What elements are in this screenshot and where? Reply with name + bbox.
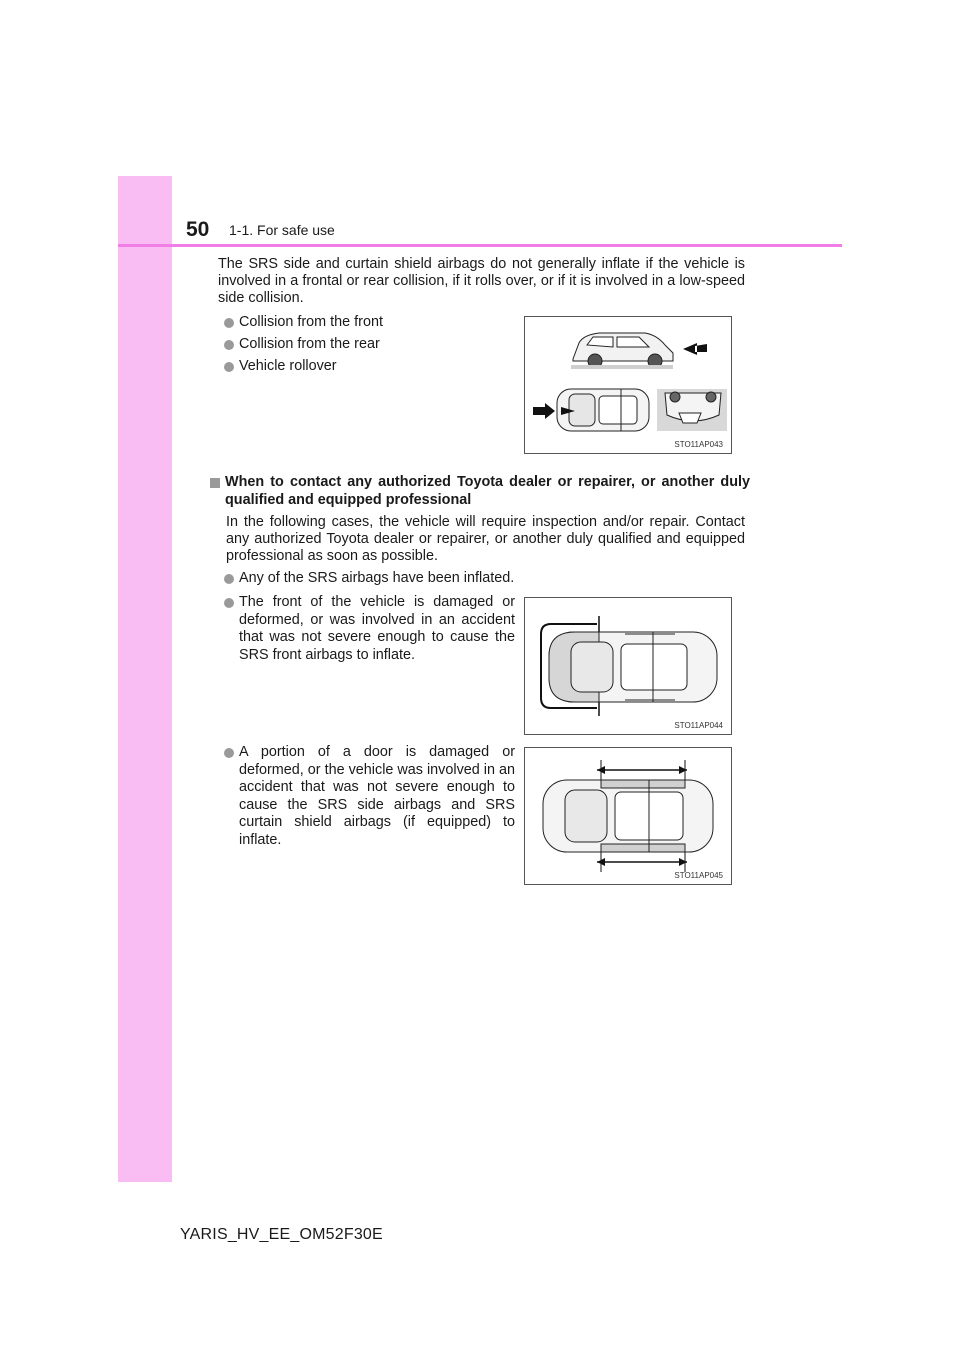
heading-square-icon [210,478,220,488]
list-item: Collision from the rear [224,336,504,354]
list-item: A portion of a door is damaged or deformed, or the vehicle was involved in an accident that was not severe enough to cause the SRS side airbags and SRS curtain shield airbags (if equipped) to inflate. [224,744,515,849]
list-item: Vehicle rollover [224,358,504,376]
page-number: 50 [186,218,210,241]
bullet-icon [224,362,234,372]
figure-code: STO11AP043 [674,440,723,449]
side-tab-bar [118,176,172,1182]
car-top-view-icon [543,780,713,852]
bullet-icon [224,748,234,758]
header-rule [118,244,842,247]
door-damage-figure [524,747,732,885]
bullet-icon [224,598,234,608]
bullet-icon [224,574,234,584]
car-top-view-icon [549,632,717,702]
bullet-icon [224,318,234,328]
list-item: Collision from the front [224,314,504,332]
front-damage-figure [524,597,732,735]
list-item: Any of the SRS airbags have been inflated. [224,570,744,588]
car-side-view-icon [573,333,673,368]
contact-paragraph: In the following cases, the vehicle will require inspection and/or repair. Contact any authorized Toyota dealer or repairer, or another duly qualified and equipped professional as soon as possible. [226,514,745,564]
collision-types-figure [524,316,732,454]
contact-heading: When to contact any authorized Toyota dealer or repairer, or another duly qualified and equipped professional [210,474,750,509]
intro-paragraph: The SRS side and curtain shield airbags do not generally inflate if the vehicle is involved in a frontal or rear collision, if it rolls over, or if it is involved in a low-speed side collision. [218,256,745,306]
list-item: The front of the vehicle is damaged or deformed, or was involved in an accident that was not severe enough to cause the SRS front airbags to inflate. [224,594,515,664]
bullet-icon [224,340,234,350]
figure-code: STO11AP044 [674,721,723,730]
section-title: 1-1. For safe use [229,222,335,238]
figure-code: STO11AP045 [674,871,723,880]
footer-doc-code: YARIS_HV_EE_OM52F30E [180,1226,383,1243]
